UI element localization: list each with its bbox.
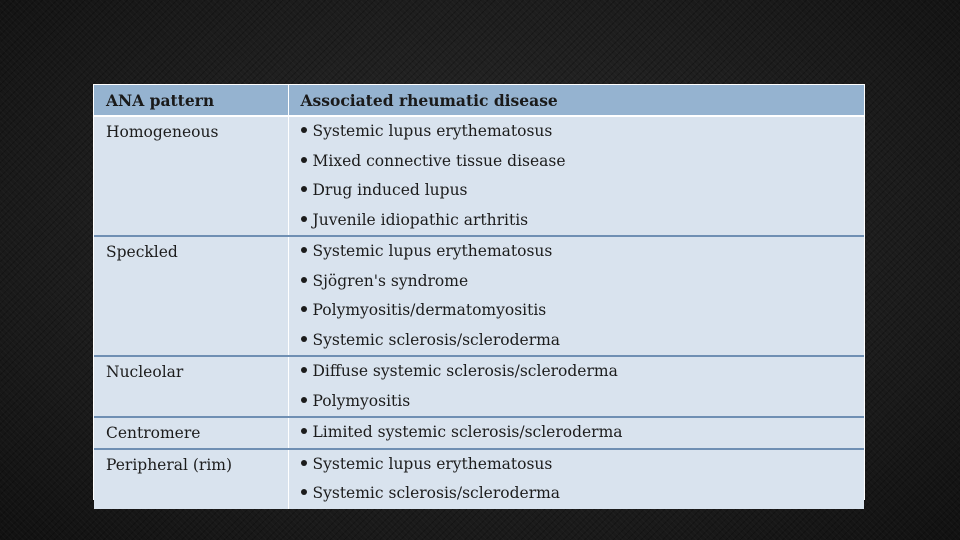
- disease-list: [289, 117, 865, 235]
- disease-label: Polymyositis: [312, 391, 411, 410]
- disease-label: Systemic lupus erythematosus: [312, 454, 553, 473]
- disease-item: [301, 357, 865, 387]
- table-row: [94, 116, 864, 236]
- bullet-icon: [301, 157, 307, 163]
- disease-label: Systemic sclerosis/scleroderma: [312, 484, 561, 502]
- table-row: [94, 356, 864, 417]
- table-row: [94, 236, 864, 356]
- disease-cell: [288, 417, 864, 449]
- pattern-cell: Speckled: [94, 236, 288, 356]
- bullet-icon: [301, 127, 307, 133]
- table-body: [94, 116, 864, 509]
- bullet-icon: [301, 277, 307, 283]
- disease-label: Systemic lupus erythematosus: [312, 122, 553, 140]
- bullet-icon: [301, 460, 307, 466]
- bullet-icon: [301, 306, 307, 312]
- disease-list: [289, 418, 865, 448]
- table-row: [94, 417, 864, 449]
- disease-label: Juvenile idiopathic arthritis: [312, 210, 529, 229]
- bullet-icon: [301, 247, 307, 253]
- table-header: [94, 85, 864, 116]
- disease-item: [301, 387, 865, 417]
- disease-list: [289, 357, 865, 416]
- disease-item: [301, 206, 865, 236]
- disease-list: [289, 450, 865, 509]
- disease-item: [301, 267, 865, 297]
- header-ana-pattern: ANA pattern: [94, 85, 288, 116]
- bullet-icon: [301, 428, 307, 434]
- disease-item: [301, 147, 865, 177]
- disease-item: [301, 117, 865, 147]
- disease-label: Drug induced lupus: [312, 181, 468, 199]
- ana-pattern-table: [94, 85, 864, 509]
- disease-label: Systemic lupus erythematosus: [312, 242, 553, 260]
- disease-label: Sjögren's syndrome: [312, 271, 469, 290]
- disease-item: [301, 176, 865, 206]
- disease-item: [301, 237, 865, 267]
- bullet-icon: [301, 397, 307, 403]
- bullet-icon: [301, 336, 307, 342]
- disease-list: [289, 237, 865, 355]
- ana-pattern-table-container: [93, 84, 865, 500]
- header-row: [94, 85, 864, 116]
- disease-item: [301, 326, 865, 356]
- bullet-icon: [301, 489, 307, 495]
- disease-cell: [288, 449, 864, 509]
- table-row: [94, 449, 864, 509]
- disease-item: [301, 296, 865, 326]
- pattern-cell: Homogeneous: [94, 116, 288, 236]
- disease-item: [301, 479, 865, 509]
- disease-label: Mixed connective tissue disease: [312, 151, 566, 170]
- bullet-icon: [301, 216, 307, 222]
- disease-label: Polymyositis/dermatomyositis: [312, 301, 547, 319]
- bullet-icon: [301, 186, 307, 192]
- disease-label: Limited systemic sclerosis/scleroderma: [312, 423, 623, 441]
- disease-label: Diffuse systemic sclerosis/scleroderma: [312, 362, 618, 380]
- disease-item: [301, 450, 865, 480]
- pattern-cell: Peripheral (rim): [94, 449, 288, 509]
- pattern-cell: Nucleolar: [94, 356, 288, 417]
- header-associated-disease: Associated rheumatic disease: [288, 85, 864, 116]
- disease-label: Systemic sclerosis/scleroderma: [312, 330, 561, 349]
- bullet-icon: [301, 367, 307, 373]
- disease-cell: [288, 236, 864, 356]
- disease-cell: [288, 356, 864, 417]
- disease-cell: [288, 116, 864, 236]
- disease-item: [301, 418, 865, 448]
- pattern-cell: Centromere: [94, 417, 288, 449]
